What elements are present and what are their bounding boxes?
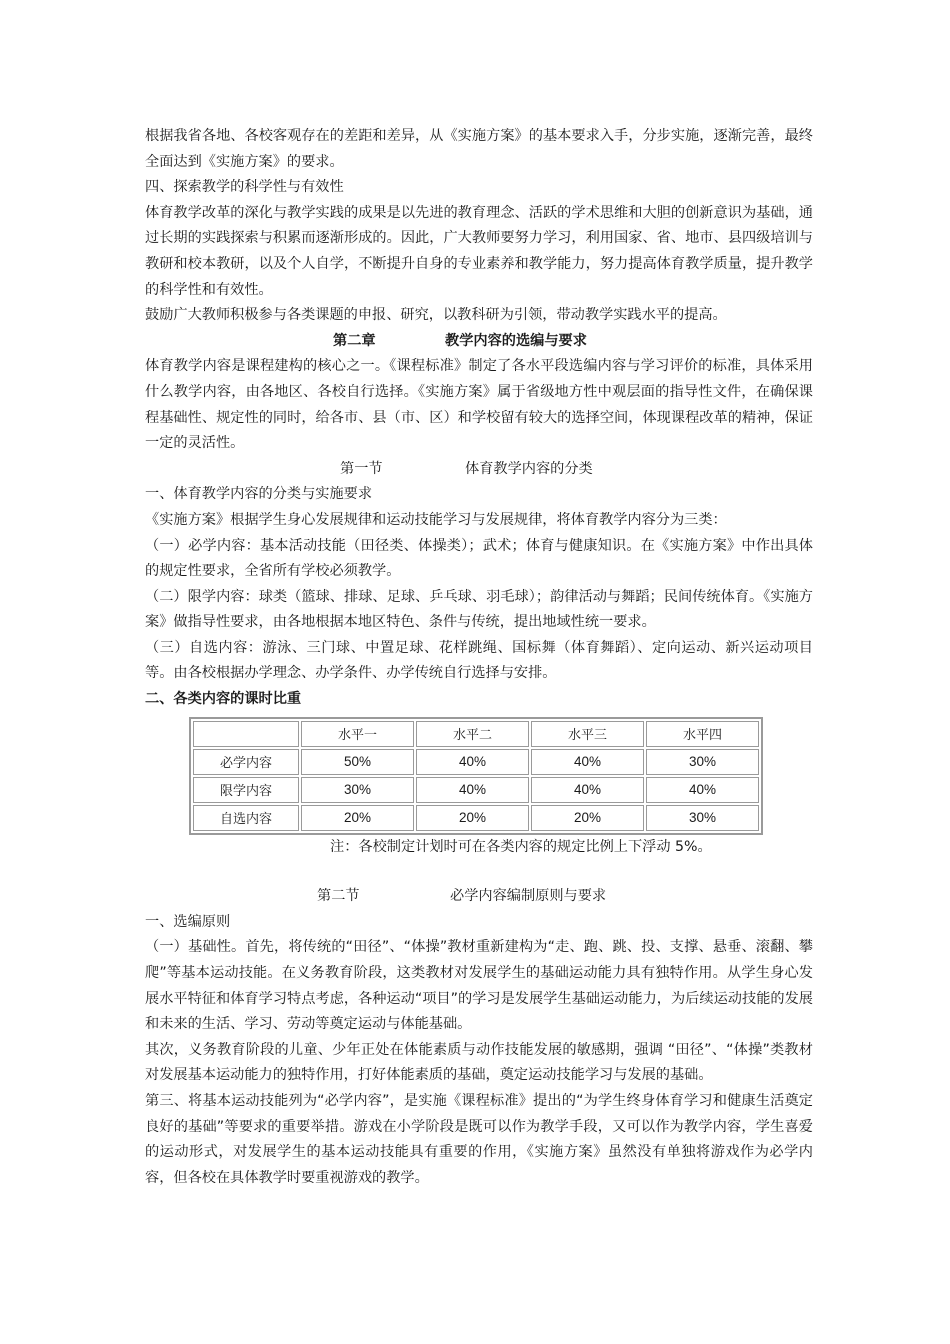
chapter-title: 教学内容的选编与要求 [445, 332, 587, 349]
subheading: 四、探索教学的科学性与有效性 [145, 179, 344, 196]
table-cell: 40% [416, 777, 529, 803]
paragraph: 第三、将基本运动技能列为“必学内容”，是实施《课程标准》提出的“为学生终身体育学习和健康生活奠定良好的基础”等要求的重要举措。游戏在小学阶段是既可以作为教学手段，又可以作为教学内容，学生喜爱的运动形式，对发展学生的基本运动技能具有重要的作用，《实施方案》虽然没有单独将游戏作为必学内容，但各校在具体教学时要重视游戏的教学。 [145, 1093, 813, 1186]
table-note: 注：各校制定计划时可在各类内容的规定比例上下浮动 5%。 [330, 838, 712, 855]
table-cell: 自选内容 [193, 805, 299, 831]
table-header-cell: 水平四 [646, 721, 759, 747]
paragraph: （一）基础性。首先，将传统的“田径”、“体操”教材重新建构为“走、跑、跳、投、支撑、悬垂、滚翻、攀爬”等基本运动技能。在义务教育阶段，这类教材对发展学生的基础运动能力具有独特作用。从学生身心发展水平特征和体育学习特点考虑，各种运动“项目”的学习是发展学生基础运动能力，为后续运动技能的发展和未来的生活、学习、劳动等奠定运动与体能基础。 [145, 939, 813, 1033]
spacer [145, 860, 813, 884]
table-row [193, 749, 759, 775]
chapter-number: 第二章 [333, 332, 376, 349]
table-cell: 40% [646, 777, 759, 803]
subheading: 一、选编原则 [145, 913, 231, 930]
table-cell: 40% [531, 749, 644, 775]
table-cell: 30% [646, 805, 759, 831]
table-cell: 必学内容 [193, 749, 299, 775]
table-cell: 20% [416, 805, 529, 831]
table-row [193, 805, 759, 831]
table-row [193, 777, 759, 803]
paragraph: 鼓励广大教师积极参与各类课题的申报、研究，以教科研为引领，带动教学实践水平的提高。 [145, 307, 727, 324]
table-cell: 50% [301, 749, 414, 775]
table-cell: 40% [416, 749, 529, 775]
paragraph: （二）限学内容：球类（篮球、排球、足球、乒乓球、羽毛球）；韵律活动与舞蹈；民间传统体育。《实施方案》做指导性要求，由各地根据本地区特色、条件与传统，提出地域性统一要求。 [145, 588, 813, 631]
table-heading: 二、各类内容的课时比重 [145, 691, 302, 708]
section-number: 第一节 [340, 460, 383, 477]
chapter-heading [145, 329, 813, 355]
paragraph: 体育教学改革的深化与教学实践的成果是以先进的教育理念、活跃的学术思维和大胆的创新意识为基础，通过长期的实践探索与积累而逐渐形成的。因此，广大教师要努力学习，利用国家、省、地市、县四级培训与教研和校本教研，以及个人自学，不断提升自身的专业素养和教学能力，努力提高体育教学质量，提升教学的科学性和有效性。 [145, 204, 813, 298]
table-header-cell: 水平二 [416, 721, 529, 747]
subheading: 一、体育教学内容的分类与实施要求 [145, 486, 373, 503]
hours-ratio-table-wrapper [189, 717, 763, 835]
table-cell: 20% [301, 805, 414, 831]
hours-ratio-table [189, 717, 763, 835]
paragraph: （三）自选内容：游泳、三门球、中置足球、花样跳绳、国标舞（体育舞蹈）、定向运动、新兴运动项目等。由各校根据办学理念、办学条件、办学传统自行选择与安排。 [145, 639, 813, 682]
paragraph: 《实施方案》根据学生身心发展规律和运动技能学习与发展规律，将体育教学内容分为三类： [145, 511, 727, 528]
table-header-cell [193, 721, 299, 747]
section-heading [145, 884, 813, 910]
table-cell: 30% [301, 777, 414, 803]
table-header-cell: 水平三 [531, 721, 644, 747]
table-cell: 40% [531, 777, 644, 803]
paragraph: 根据我省各地、各校客观存在的差距和差异，从《实施方案》的基本要求入手，分步实施，逐渐完善，最终全面达到《实施方案》的要求。 [145, 128, 813, 170]
table-header-cell: 水平一 [301, 721, 414, 747]
paragraph: 其次，义务教育阶段的儿童、少年正处在体能素质与动作技能发展的敏感期，强调 “田径”、“体操”类教材对发展基本运动能力的独特作用，打好体能素质的基础，奠定运动技能学习与发展的基础。 [145, 1041, 813, 1084]
section-title: 体育教学内容的分类 [465, 460, 593, 477]
document-body [145, 124, 813, 1191]
paragraph: 体育教学内容是课程建构的核心之一。《课程标准》制定了各水平段选编内容与学习评价的标准，具体采用什么教学内容，由各地区、各校自行选择。《实施方案》属于省级地方性中观层面的指导性文件，在确保课程基础性、规定性的同时，给各市、县（市、区）和学校留有较大的选择空间，体现课程改革的精神，保证一定的灵活性。 [145, 358, 813, 452]
table-header-row [193, 721, 759, 747]
section-title: 必学内容编制原则与要求 [450, 888, 607, 905]
table-cell: 20% [531, 805, 644, 831]
section-heading [145, 457, 813, 483]
section-number: 第二节 [317, 888, 360, 905]
table-cell: 限学内容 [193, 777, 299, 803]
paragraph: （一）必学内容：基本活动技能（田径类、体操类）；武术；体育与健康知识。在《实施方案》中作出具体的规定性要求，全省所有学校必须教学。 [145, 537, 813, 580]
table-cell: 30% [646, 749, 759, 775]
